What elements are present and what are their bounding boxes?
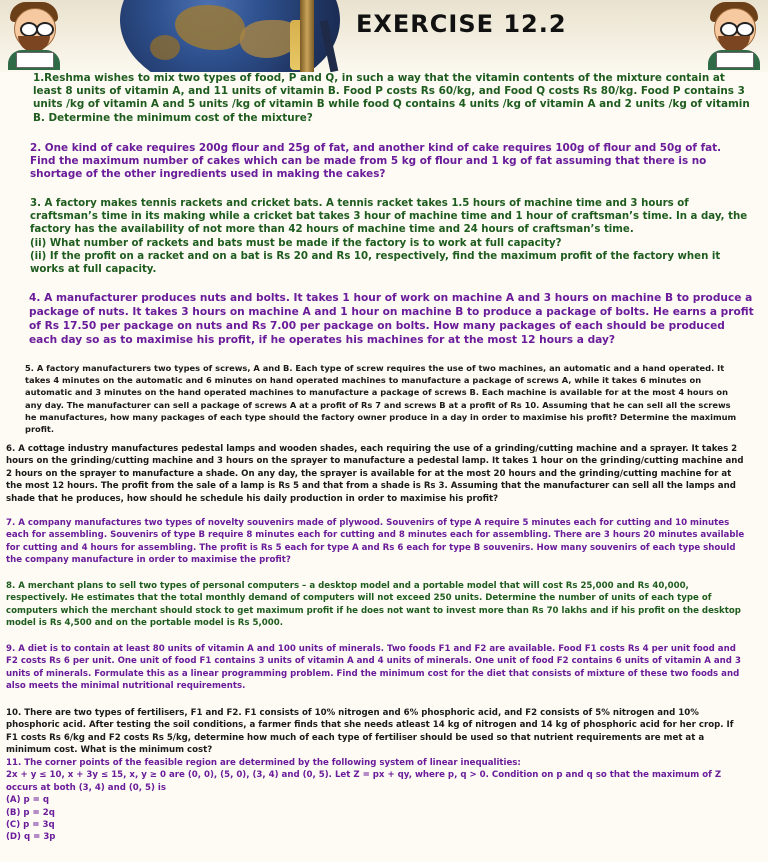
- question-11: [6, 757, 748, 844]
- question-5: 5. A factory manufacturers two types of screws, A and B. Each type of screw requires the use of two machines, an automatic and a hand operated. It takes 4 minutes on the automatic and 6 minutes on hand operated machines to manufacture a package of screws A, while it takes 6 minutes on automatic and 3 minutes on the hand operated machines to manufacture a package of screws B. Each machine is available for at the most 4 hours on any day. The manufacturer can sell a package of screws A at a profit of Rs 7 and screws B at a profit of Rs 10. Assuming that he can sell all the screws he manufactures, how many packages of each type should the factory owner produce in a day in order to maximise his profit? Determine the maximum profit.: [25, 363, 737, 435]
- question-11-line2: 2x + y ≤ 10, x + 3y ≤ 15, x, y ≥ 0 are (0, 0), (5, 0), (3, 4) and (0, 5). Let Z = px + qy, where p, q > 0. Condition on p and q so that the maximum of Z occurs at both (3, 4) and (0, 5) is: [6, 770, 722, 793]
- question-9: 9. A diet is to contain at least 80 units of vitamin A and 100 units of minerals. Two foods F1 and F2 are available. Food F1 costs Rs 4 per unit food and F2 costs Rs 6 per unit. One unit of food F1 contains 3 units of vitamin A and 4 units of minerals. One unit of food F2 contains 6 units of vitamin A and 3 units of minerals. Formulate this as a linear programming problem. Find the minimum cost for the diet that consists of mixture of these two foods and also meets the minimal nutritional requirements.: [6, 644, 741, 692]
- option-c: (C) p = 3q: [6, 820, 55, 831]
- globe-stand: [300, 0, 314, 72]
- header-banner: [0, 0, 768, 72]
- question-3-part-i: (ii) What number of rackets and bats must be made if the factory is to work at full capacity?: [30, 237, 562, 249]
- page-title: EXERCISE 12.2: [356, 10, 567, 38]
- question-8: 8. A merchant plans to sell two types of personal computers – a desktop model and a portable model that will cost Rs 25,000 and Rs 40,000, respectively. He estimates that the total monthly demand of computers will not exceed 250 units. Determine the number of units of each type of computers which the merchant should stock to get maximum profit if he does not want to invest more than Rs 70 lakhs and if his profit on the desktop model is Rs 4,500 and on the portable model is Rs 5,000.: [6, 581, 741, 629]
- option-b: (B) p = 2q: [6, 807, 55, 818]
- teacher-cartoon-right: [702, 0, 766, 70]
- question-2: 2. One kind of cake requires 200g flour and 25g of fat, and another kind of cake requires 100g of flour and 50g of fat. Find the maximum number of cakes which can be made from 5 kg of flour and 1 kg of fat assuming that there is no shortage of the other ingredients used in making the cakes?: [30, 142, 722, 181]
- teacher-cartoon-left: [2, 0, 66, 70]
- option-a: (A) p = q: [6, 795, 49, 806]
- question-6: 6. A cottage industry manufactures pedestal lamps and wooden shades, each requiring the use of a grinding/cutting machine and a sprayer. It takes 2 hours on the grinding/cutting machine and 3 hours on the sprayer to manufacture a pedestal lamp. It takes 1 hour on the grinding/cutting machine and 2 hours on the sprayer to manufacture a shade. On any day, the sprayer is available for at the most 20 hours and the grinding/cutting machine for at the most 12 hours. The profit from the sale of a lamp is Rs 5 and that from a shade is Rs 3. Assuming that the manufacturer can sell all the lamps and shade that he produces, how should he schedule his daily production in order to maximise his profit?: [6, 444, 744, 504]
- question-10: 10. There are two types of fertilisers, F1 and F2. F1 consists of 10% nitrogen and 6% phosphoric acid, and F2 consists of 5% nitrogen and 10% phosphoric acid. After testing the soil conditions, a farmer finds that she needs atleast 14 kg of nitrogen and 14 kg of phosphoric acid for her crop. If F1 costs Rs 6/kg and F2 costs Rs 5/kg, determine how much of each type of fertiliser should be used so that nutrient requirements are met at a minimum cost. What is the minimum cost?: [6, 708, 734, 756]
- question-3: [30, 197, 758, 276]
- question-4: 4. A manufacturer produces nuts and bolts. It takes 1 hour of work on machine A and 3 hours on machine B to produce a package of nuts. It takes 3 hours on machine A and 1 hour on machine B to produce a package of bolts. He earns a profit of Rs 17.50 per package on nuts and Rs 7.00 per package on bolts. How many packages of each should be produced each day so as to maximise his profit, if he operates his machines for at the most 12 hours a day?: [29, 292, 754, 346]
- option-d: (D) q = 3p: [6, 832, 56, 843]
- question-1: 1.Reshma wishes to mix two types of food, P and Q, in such a way that the vitamin contents of the mixture contain at least 8 units of vitamin A, and 11 units of vitamin B. Food P costs Rs 60/kg, and Food Q costs Rs 80/kg. Food P contains 3 units /kg of vitamin A and 5 units /kg of vitamin B while food Q contains 4 units /kg of vitamin A and 2 units /kg of vitamin B. Determine the minimum cost of the mixture?: [33, 72, 750, 124]
- globe-land: [150, 35, 180, 60]
- question-3-text: 3. A factory makes tennis rackets and cricket bats. A tennis racket takes 1.5 hours of machine time and 3 hours of craftsman’s time in its making while a cricket bat takes 3 hour of machine time and 1 hour of craftsman’s time. In a day, the factory has the availability of not more than 42 hours of machine time and 24 hours of craftsman’s time.: [30, 198, 748, 236]
- question-7: 7. A company manufactures two types of novelty souvenirs made of plywood. Souvenirs of type A require 5 minutes each for cutting and 10 minutes each for assembling. Souvenirs of type B require 8 minutes each for cutting and 8 minutes each for assembling. There are 3 hours 20 minutes available for cutting and 4 hours for assembling. The profit is Rs 5 each for type A and Rs 6 each for type B souvenirs. How many souvenirs of each type should the company manufacture in order to maximise the profit?: [6, 518, 745, 566]
- question-11-text: 11. The corner points of the feasible region are determined by the following system of linear inequalities:: [6, 758, 521, 768]
- question-3-part-ii: (ii) If the profit on a racket and on a bat is Rs 20 and Rs 10, respectively, find the maximum profit of the factory when it works at full capacity.: [30, 250, 721, 276]
